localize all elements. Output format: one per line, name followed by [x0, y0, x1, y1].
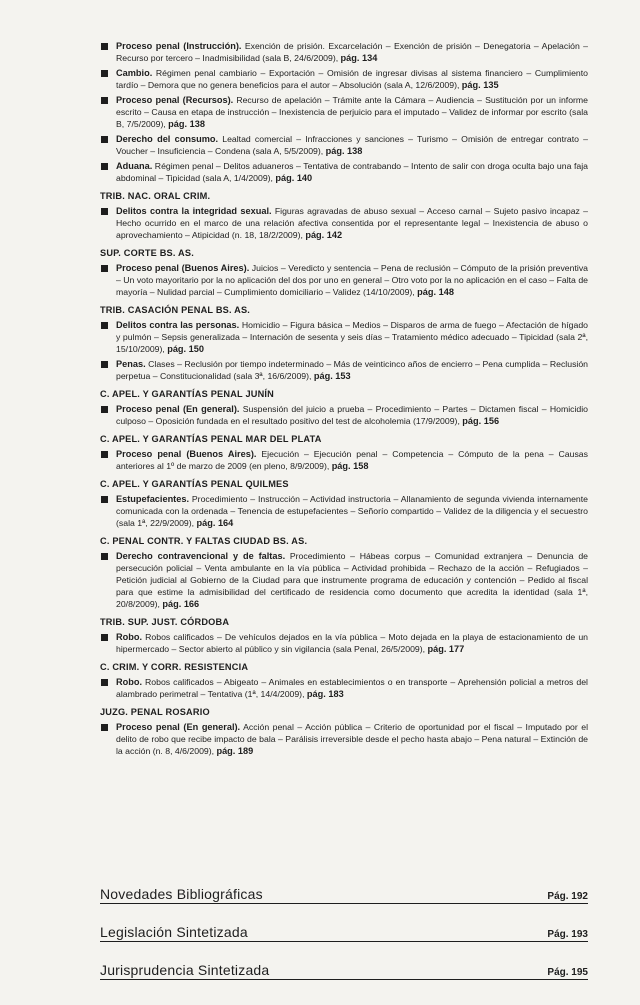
square-bullet-icon	[101, 43, 108, 50]
index-entry	[100, 448, 588, 472]
entry-text: Robos calificados – Abigeato – Animales en establecimientos o en transporte – Aprehensión policial a metros del alambrado perimetral – Tentativa (1ª, 14/4/2009),	[116, 677, 588, 699]
entry-page[interactable]: pág. 138	[325, 146, 363, 156]
entry-page[interactable]: pág. 150	[167, 344, 204, 354]
square-bullet-icon	[101, 451, 108, 458]
court-heading: C. PENAL CONTR. Y FALTAS CIUDAD BS. AS.	[100, 536, 308, 546]
index-entry	[100, 133, 588, 157]
square-bullet-icon	[101, 97, 108, 104]
entry-text: Figuras agravadas de abuso sexual – Acceso carnal – Sujeto pasivo incapaz – Hecho ocurrido en el marco de una relación afectiva consentida por el representante legal – Inexistencia de abuso o aprovechamiento – Atipicidad (n. 18, 18/2/2009),	[116, 206, 588, 240]
court-heading: C. CRIM. Y CORR. RESISTENCIA	[100, 662, 249, 672]
entry-text: Robos calificados – De vehículos dejados en la vía pública – Moto dejada en la playa de estacionamiento de un hipermercado – Sector abierto al público y sin vigilancia (sala Penal, 26/5/2009),	[116, 632, 588, 654]
entry-text: Clases – Reclusión por tiempo indeterminado – Más de veinticinco años de encierro – Pena cumplida – Reclusión perpetua – Constitucionalidad (sala 3ª, 16/6/2009),	[116, 359, 588, 381]
entry-topic: Delitos contra las personas.	[116, 320, 240, 330]
entry-topic: Robo.	[116, 632, 143, 642]
footer-section-title: Novedades Bibliográficas	[100, 886, 263, 902]
entry-topic: Proceso penal (Buenos Aires).	[116, 263, 250, 273]
court-heading: C. APEL. Y GARANTÍAS PENAL JUNÍN	[100, 389, 275, 399]
entry-text: Lealtad comercial – Infracciones y sanciones – Turismo – Omisión de entregar contrato – Voucher – Insuficiencia – Condena (sala A, 5/5/2009),	[116, 134, 588, 156]
entry-text: Juicios – Veredicto y sentencia – Pena de reclusión – Cómputo de la prisión preventiva – Un voto mayoritario por la no aplicación del dos por uno en general – Otro voto por la no aplicación en el caso – Falta de mayoría – Nulidad parcial – Cumplimiento domiciliario – Validez (14/10/2009),	[116, 263, 588, 297]
entry-text: Exención de prisión. Excarcelación – Exención de prisión – Denegatoria – Apelación – Recurso por tercero – Inadmisibilidad (sala B, 24/6/2009),	[116, 41, 588, 63]
entry-topic: Estupefacientes.	[116, 494, 190, 504]
square-bullet-icon	[101, 724, 108, 731]
court-heading: TRIB. NAC. ORAL CRIM.	[100, 191, 211, 201]
entry-text: Procedimiento – Hábeas corpus – Comunidad extranjera – Denuncia de persecución policial – Venta ambulante en la vía pública – Actividad prohibida – Rechazo de la acción – Refugiados – Petición judicial al Gobierno de la Ciudad para que instrumente programa de educación y contención – Pedido al fiscal para que estime la admisibilidad del certificado de residencia como documento que acredita la identidad (sala 1ª, 20/8/2009),	[116, 551, 588, 609]
index-entry	[100, 205, 588, 241]
entry-topic: Proceso penal (Instrucción).	[116, 41, 242, 51]
footer-section-link[interactable]	[100, 882, 588, 904]
entry-text: Régimen penal cambiario – Exportación – Omisión de ingresar divisas al sistema financiero – Cumplimiento tardío – Demora que no genera beneficios para el autor – Absolución (sala A, 12/6/2009),	[116, 68, 588, 90]
court-heading: C. APEL. Y GARANTÍAS PENAL MAR DEL PLATA	[100, 434, 322, 444]
entry-page[interactable]: pág. 158	[331, 461, 369, 471]
entry-topic: Proceso penal (Buenos Aires).	[116, 449, 257, 459]
square-bullet-icon	[101, 679, 108, 686]
square-bullet-icon	[101, 163, 108, 170]
entry-topic: Proceso penal (En general).	[116, 722, 241, 732]
index-entry	[100, 94, 588, 130]
square-bullet-icon	[101, 70, 108, 77]
index-entry	[100, 262, 588, 298]
index-footer	[100, 882, 588, 996]
entry-topic: Cambio.	[116, 68, 153, 78]
square-bullet-icon	[101, 553, 108, 560]
index-entry	[100, 160, 588, 184]
entry-page[interactable]: pág. 148	[417, 287, 454, 297]
entry-topic: Penas.	[116, 359, 146, 369]
entry-page[interactable]: pág. 177	[427, 644, 465, 654]
court-heading: TRIB. CASACIÓN PENAL BS. AS.	[100, 305, 251, 315]
entry-topic: Delitos contra la integridad sexual.	[116, 206, 272, 216]
entry-topic: Derecho del consumo.	[116, 134, 219, 144]
square-bullet-icon	[101, 322, 108, 329]
square-bullet-icon	[101, 136, 108, 143]
entry-page[interactable]: pág. 140	[275, 173, 313, 183]
footer-section-link[interactable]	[100, 958, 588, 980]
footer-section-page: Pág. 195	[547, 967, 588, 978]
entry-page[interactable]: pág. 135	[461, 80, 499, 90]
entry-page[interactable]: pág. 164	[196, 518, 234, 528]
square-bullet-icon	[101, 361, 108, 368]
square-bullet-icon	[101, 496, 108, 503]
square-bullet-icon	[101, 406, 108, 413]
court-heading: TRIB. SUP. JUST. CÓRDOBA	[100, 617, 230, 627]
entry-text: Ejecución – Ejecución penal – Competencia – Cómputo de la pena – Causas anteriores al 1º de marzo de 2009 (en pleno, 8/9/2009),	[116, 449, 588, 471]
entry-page[interactable]: pág. 156	[462, 416, 500, 426]
entry-text: Suspensión del juicio a prueba – Procedimiento – Partes – Dictamen fiscal – Homicidio culposo – Oposición fundada en el resultado positivo del test de alcoholemia (17/9/2009),	[116, 404, 588, 426]
index-content	[100, 40, 588, 757]
footer-section-title: Legislación Sintetizada	[100, 924, 248, 940]
entry-text: Régimen penal – Delitos aduaneros – Tentativa de contrabando – Intento de salir con droga oculta bajo una faja abdominal – Tipicidad (sala A, 1/4/2009),	[116, 161, 588, 183]
index-entry	[100, 403, 588, 427]
entry-topic: Proceso penal (En general).	[116, 404, 240, 414]
entry-page[interactable]: pág. 138	[168, 119, 205, 129]
index-entry	[100, 67, 588, 91]
entry-text: Homicidio – Figura básica – Medios – Disparos de arma de fuego – Afectación de hígado y pulmón – Sepsis generalizada – Internación de sesenta y seis días – Tratamiento médico adecuado – Tipicidad (sala 2ª, 15/10/2009),	[116, 320, 588, 354]
entry-text: Recurso de apelación – Trámite ante la Cámara – Audiencia – Sustitución por un informe escrito – Causa en etapa de instrucción – Inexistencia de perjuicio para el imputado – Validez de informar por escrito (sala B, 7/5/2009),	[116, 95, 588, 129]
entry-text: Acción penal – Acción pública – Criterio de oportunidad por el fiscal – Imputado por el delito de robo que recibe impacto de bala – Parálisis irreversible desde el pecho hasta abajo – Pena natural – Extinción de la acción (n. 8, 4/6/2009),	[116, 722, 588, 756]
court-heading: JUZG. PENAL ROSARIO	[100, 707, 210, 717]
index-entry	[100, 493, 588, 529]
index-entry	[100, 40, 588, 64]
square-bullet-icon	[101, 634, 108, 641]
entry-page[interactable]: pág. 134	[340, 53, 378, 63]
entry-page[interactable]: pág. 166	[162, 599, 200, 609]
index-entry	[100, 676, 588, 700]
index-entry	[100, 319, 588, 355]
entry-topic: Aduana.	[116, 161, 153, 171]
index-entry	[100, 631, 588, 655]
entry-page[interactable]: pág. 153	[313, 371, 351, 381]
square-bullet-icon	[101, 265, 108, 272]
court-heading: C. APEL. Y GARANTÍAS PENAL QUILMES	[100, 479, 289, 489]
index-entry	[100, 358, 588, 382]
entry-topic: Robo.	[116, 677, 143, 687]
entry-page[interactable]: pág. 183	[306, 689, 344, 699]
entry-page[interactable]: pág. 142	[305, 230, 343, 240]
index-entry	[100, 550, 588, 610]
entry-topic: Derecho contravencional y de faltas.	[116, 551, 286, 561]
footer-section-page: Pág. 192	[547, 891, 588, 902]
entry-page[interactable]: pág. 189	[216, 746, 254, 756]
footer-section-title: Jurisprudencia Sintetizada	[100, 962, 270, 978]
footer-section-page: Pág. 193	[547, 929, 588, 940]
square-bullet-icon	[101, 208, 108, 215]
court-heading: SUP. CORTE BS. AS.	[100, 248, 194, 258]
index-entry	[100, 721, 588, 757]
footer-section-link[interactable]	[100, 920, 588, 942]
entry-topic: Proceso penal (Recursos).	[116, 95, 234, 105]
entry-text: Procedimiento – Instrucción – Actividad instructoria – Allanamiento de segunda vivienda internamente comunicada con la ordenada – Tenencia de estupefacientes – Señorío compartido – Validez de la diligencia y el secuestro (sala 1ª, 22/9/2009),	[116, 494, 588, 528]
